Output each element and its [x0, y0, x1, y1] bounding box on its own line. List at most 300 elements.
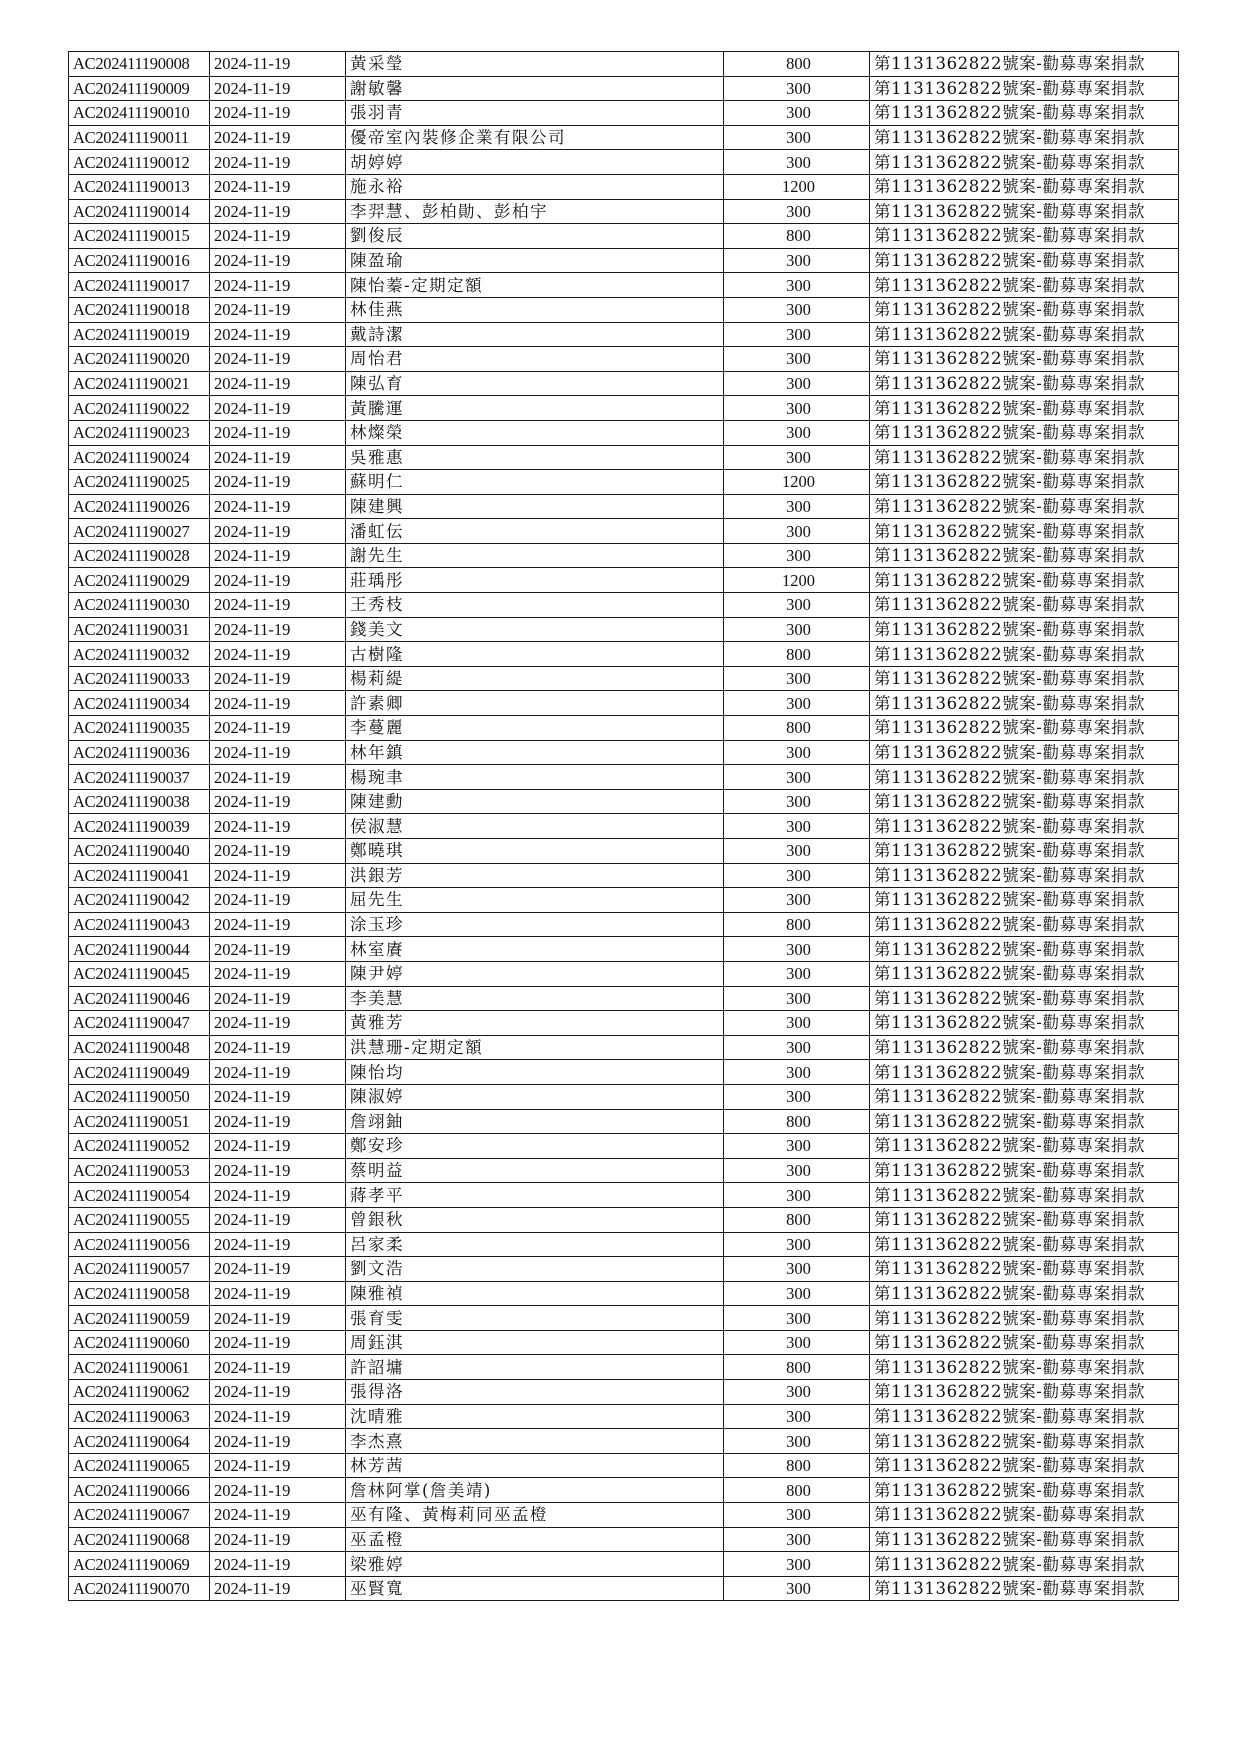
table-row — [69, 1183, 1179, 1208]
donor-name-cell: 林燦榮 — [346, 420, 724, 445]
amount-cell: 300 — [724, 445, 870, 470]
table-row — [69, 1011, 1179, 1036]
date-cell: 2024-11-19 — [210, 248, 346, 273]
donor-name-cell: 劉俊辰 — [346, 224, 724, 249]
date-cell: 2024-11-19 — [210, 174, 346, 199]
receipt-id-cell: AC202411190045 — [69, 961, 210, 986]
amount-cell: 300 — [724, 593, 870, 618]
note-cell: 第1131362822號案-勸募專案捐款 — [870, 568, 1179, 593]
amount-cell: 800 — [724, 1207, 870, 1232]
note-cell: 第1131362822號案-勸募專案捐款 — [870, 322, 1179, 347]
note-cell: 第1131362822號案-勸募專案捐款 — [870, 494, 1179, 519]
note-cell: 第1131362822號案-勸募專案捐款 — [870, 371, 1179, 396]
receipt-id-cell: AC202411190041 — [69, 863, 210, 888]
amount-cell: 300 — [724, 1158, 870, 1183]
table-row — [69, 273, 1179, 298]
note-cell: 第1131362822號案-勸募專案捐款 — [870, 1404, 1179, 1429]
note-cell: 第1131362822號案-勸募專案捐款 — [870, 1084, 1179, 1109]
donor-name-cell: 陳淑婷 — [346, 1084, 724, 1109]
amount-cell: 300 — [724, 691, 870, 716]
amount-cell: 300 — [724, 814, 870, 839]
receipt-id-cell: AC202411190018 — [69, 297, 210, 322]
table-row — [69, 1207, 1179, 1232]
table-row — [69, 396, 1179, 421]
date-cell: 2024-11-19 — [210, 1207, 346, 1232]
donor-name-cell: 林室賡 — [346, 937, 724, 962]
note-cell: 第1131362822號案-勸募專案捐款 — [870, 1158, 1179, 1183]
note-cell: 第1131362822號案-勸募專案捐款 — [870, 986, 1179, 1011]
note-cell: 第1131362822號案-勸募專案捐款 — [870, 937, 1179, 962]
note-cell: 第1131362822號案-勸募專案捐款 — [870, 666, 1179, 691]
note-cell: 第1131362822號案-勸募專案捐款 — [870, 617, 1179, 642]
amount-cell: 300 — [724, 1183, 870, 1208]
date-cell: 2024-11-19 — [210, 1453, 346, 1478]
receipt-id-cell: AC202411190061 — [69, 1355, 210, 1380]
receipt-id-cell: AC202411190012 — [69, 150, 210, 175]
table-row — [69, 297, 1179, 322]
note-cell: 第1131362822號案-勸募專案捐款 — [870, 347, 1179, 372]
donor-name-cell: 蔣孝平 — [346, 1183, 724, 1208]
table-row — [69, 1330, 1179, 1355]
receipt-id-cell: AC202411190027 — [69, 519, 210, 544]
table-row — [69, 986, 1179, 1011]
receipt-id-cell: AC202411190063 — [69, 1404, 210, 1429]
table-row — [69, 199, 1179, 224]
donor-name-cell: 曾銀秋 — [346, 1207, 724, 1232]
amount-cell: 300 — [724, 1380, 870, 1405]
amount-cell: 300 — [724, 1404, 870, 1429]
table-row — [69, 1306, 1179, 1331]
amount-cell: 300 — [724, 76, 870, 101]
amount-cell: 800 — [724, 1355, 870, 1380]
table-row — [69, 937, 1179, 962]
donor-name-cell: 蔡明益 — [346, 1158, 724, 1183]
amount-cell: 300 — [724, 494, 870, 519]
note-cell: 第1131362822號案-勸募專案捐款 — [870, 150, 1179, 175]
amount-cell: 300 — [724, 199, 870, 224]
note-cell: 第1131362822號案-勸募專案捐款 — [870, 888, 1179, 913]
receipt-id-cell: AC202411190037 — [69, 765, 210, 790]
donor-name-cell: 涂玉珍 — [346, 912, 724, 937]
note-cell: 第1131362822號案-勸募專案捐款 — [870, 125, 1179, 150]
table-row — [69, 1060, 1179, 1085]
date-cell: 2024-11-19 — [210, 420, 346, 445]
date-cell: 2024-11-19 — [210, 1257, 346, 1282]
receipt-id-cell: AC202411190043 — [69, 912, 210, 937]
donor-name-cell: 楊琬聿 — [346, 765, 724, 790]
date-cell: 2024-11-19 — [210, 765, 346, 790]
note-cell: 第1131362822號案-勸募專案捐款 — [870, 1281, 1179, 1306]
table-row — [69, 494, 1179, 519]
date-cell: 2024-11-19 — [210, 1183, 346, 1208]
receipt-id-cell: AC202411190008 — [69, 52, 210, 77]
date-cell: 2024-11-19 — [210, 1330, 346, 1355]
table-row — [69, 814, 1179, 839]
note-cell: 第1131362822號案-勸募專案捐款 — [870, 101, 1179, 126]
amount-cell: 300 — [724, 273, 870, 298]
amount-cell: 300 — [724, 420, 870, 445]
donor-name-cell: 張育雯 — [346, 1306, 724, 1331]
donor-name-cell: 古樹隆 — [346, 642, 724, 667]
amount-cell: 300 — [724, 322, 870, 347]
table-row — [69, 888, 1179, 913]
donor-name-cell: 林芳茜 — [346, 1453, 724, 1478]
note-cell: 第1131362822號案-勸募專案捐款 — [870, 1306, 1179, 1331]
donor-name-cell: 陳雅禎 — [346, 1281, 724, 1306]
date-cell: 2024-11-19 — [210, 519, 346, 544]
donor-name-cell: 張羽青 — [346, 101, 724, 126]
amount-cell: 300 — [724, 1306, 870, 1331]
donor-name-cell: 梁雅婷 — [346, 1552, 724, 1577]
date-cell: 2024-11-19 — [210, 863, 346, 888]
note-cell: 第1131362822號案-勸募專案捐款 — [870, 912, 1179, 937]
donor-name-cell: 鄭安珍 — [346, 1134, 724, 1159]
amount-cell: 300 — [724, 765, 870, 790]
donor-name-cell: 鄭曉琪 — [346, 839, 724, 864]
receipt-id-cell: AC202411190047 — [69, 1011, 210, 1036]
receipt-id-cell: AC202411190022 — [69, 396, 210, 421]
amount-cell: 300 — [724, 1576, 870, 1601]
receipt-id-cell: AC202411190060 — [69, 1330, 210, 1355]
receipt-id-cell: AC202411190030 — [69, 593, 210, 618]
table-row — [69, 765, 1179, 790]
table-row — [69, 445, 1179, 470]
receipt-id-cell: AC202411190070 — [69, 1576, 210, 1601]
donor-name-cell: 黃采瑩 — [346, 52, 724, 77]
note-cell: 第1131362822號案-勸募專案捐款 — [870, 297, 1179, 322]
donor-name-cell: 沈晴雅 — [346, 1404, 724, 1429]
note-cell: 第1131362822號案-勸募專案捐款 — [870, 765, 1179, 790]
donor-name-cell: 陳弘育 — [346, 371, 724, 396]
receipt-id-cell: AC202411190056 — [69, 1232, 210, 1257]
ledger-body — [69, 52, 1179, 1601]
amount-cell: 300 — [724, 863, 870, 888]
note-cell: 第1131362822號案-勸募專案捐款 — [870, 1183, 1179, 1208]
donor-name-cell: 李蔓麗 — [346, 716, 724, 741]
receipt-id-cell: AC202411190044 — [69, 937, 210, 962]
note-cell: 第1131362822號案-勸募專案捐款 — [870, 593, 1179, 618]
receipt-id-cell: AC202411190035 — [69, 716, 210, 741]
amount-cell: 1200 — [724, 470, 870, 495]
donor-name-cell: 黃雅芳 — [346, 1011, 724, 1036]
amount-cell: 800 — [724, 1478, 870, 1503]
note-cell: 第1131362822號案-勸募專案捐款 — [870, 1503, 1179, 1528]
note-cell: 第1131362822號案-勸募專案捐款 — [870, 814, 1179, 839]
amount-cell: 300 — [724, 1503, 870, 1528]
note-cell: 第1131362822號案-勸募專案捐款 — [870, 863, 1179, 888]
amount-cell: 300 — [724, 1060, 870, 1085]
receipt-id-cell: AC202411190014 — [69, 199, 210, 224]
note-cell: 第1131362822號案-勸募專案捐款 — [870, 224, 1179, 249]
table-row — [69, 101, 1179, 126]
donor-name-cell: 陳盈瑜 — [346, 248, 724, 273]
note-cell: 第1131362822號案-勸募專案捐款 — [870, 1232, 1179, 1257]
table-row — [69, 371, 1179, 396]
date-cell: 2024-11-19 — [210, 297, 346, 322]
amount-cell: 300 — [724, 961, 870, 986]
receipt-id-cell: AC202411190046 — [69, 986, 210, 1011]
amount-cell: 300 — [724, 1527, 870, 1552]
date-cell: 2024-11-19 — [210, 347, 346, 372]
table-row — [69, 568, 1179, 593]
date-cell: 2024-11-19 — [210, 494, 346, 519]
amount-cell: 300 — [724, 297, 870, 322]
date-cell: 2024-11-19 — [210, 199, 346, 224]
date-cell: 2024-11-19 — [210, 52, 346, 77]
donor-name-cell: 李杰熹 — [346, 1429, 724, 1454]
amount-cell: 300 — [724, 543, 870, 568]
donor-name-cell: 李美慧 — [346, 986, 724, 1011]
table-row — [69, 1257, 1179, 1282]
date-cell: 2024-11-19 — [210, 789, 346, 814]
date-cell: 2024-11-19 — [210, 740, 346, 765]
note-cell: 第1131362822號案-勸募專案捐款 — [870, 445, 1179, 470]
donor-name-cell: 洪慧珊-定期定額 — [346, 1035, 724, 1060]
amount-cell: 300 — [724, 617, 870, 642]
table-row — [69, 52, 1179, 77]
note-cell: 第1131362822號案-勸募專案捐款 — [870, 691, 1179, 716]
date-cell: 2024-11-19 — [210, 666, 346, 691]
note-cell: 第1131362822號案-勸募專案捐款 — [870, 789, 1179, 814]
date-cell: 2024-11-19 — [210, 937, 346, 962]
table-row — [69, 961, 1179, 986]
date-cell: 2024-11-19 — [210, 1576, 346, 1601]
note-cell: 第1131362822號案-勸募專案捐款 — [870, 1576, 1179, 1601]
amount-cell: 300 — [724, 1084, 870, 1109]
receipt-id-cell: AC202411190023 — [69, 420, 210, 445]
date-cell: 2024-11-19 — [210, 691, 346, 716]
table-row — [69, 150, 1179, 175]
note-cell: 第1131362822號案-勸募專案捐款 — [870, 1527, 1179, 1552]
note-cell: 第1131362822號案-勸募專案捐款 — [870, 716, 1179, 741]
note-cell: 第1131362822號案-勸募專案捐款 — [870, 1453, 1179, 1478]
date-cell: 2024-11-19 — [210, 1355, 346, 1380]
donor-name-cell: 周鈺淇 — [346, 1330, 724, 1355]
table-row — [69, 1380, 1179, 1405]
amount-cell: 1200 — [724, 174, 870, 199]
amount-cell: 800 — [724, 52, 870, 77]
note-cell: 第1131362822號案-勸募專案捐款 — [870, 76, 1179, 101]
amount-cell: 300 — [724, 347, 870, 372]
table-row — [69, 76, 1179, 101]
table-row — [69, 1109, 1179, 1134]
receipt-id-cell: AC202411190064 — [69, 1429, 210, 1454]
donor-name-cell: 屈先生 — [346, 888, 724, 913]
receipt-id-cell: AC202411190053 — [69, 1158, 210, 1183]
receipt-id-cell: AC202411190054 — [69, 1183, 210, 1208]
donor-name-cell: 巫孟橙 — [346, 1527, 724, 1552]
donor-name-cell: 許素卿 — [346, 691, 724, 716]
donor-name-cell: 巫有隆、黃梅莉同巫孟橙 — [346, 1503, 724, 1528]
receipt-id-cell: AC202411190028 — [69, 543, 210, 568]
date-cell: 2024-11-19 — [210, 1527, 346, 1552]
table-row — [69, 716, 1179, 741]
donor-name-cell: 潘虹伝 — [346, 519, 724, 544]
note-cell: 第1131362822號案-勸募專案捐款 — [870, 1257, 1179, 1282]
table-row — [69, 912, 1179, 937]
amount-cell: 300 — [724, 1011, 870, 1036]
receipt-id-cell: AC202411190052 — [69, 1134, 210, 1159]
amount-cell: 300 — [724, 839, 870, 864]
receipt-id-cell: AC202411190021 — [69, 371, 210, 396]
note-cell: 第1131362822號案-勸募專案捐款 — [870, 52, 1179, 77]
amount-cell: 300 — [724, 1429, 870, 1454]
date-cell: 2024-11-19 — [210, 396, 346, 421]
date-cell: 2024-11-19 — [210, 716, 346, 741]
receipt-id-cell: AC202411190009 — [69, 76, 210, 101]
note-cell: 第1131362822號案-勸募專案捐款 — [870, 420, 1179, 445]
table-row — [69, 519, 1179, 544]
receipt-id-cell: AC202411190025 — [69, 470, 210, 495]
donor-name-cell: 莊瑀彤 — [346, 568, 724, 593]
date-cell: 2024-11-19 — [210, 1060, 346, 1085]
donor-name-cell: 陳建興 — [346, 494, 724, 519]
donor-name-cell: 楊莉緹 — [346, 666, 724, 691]
donor-name-cell: 李羿慧、彭柏勛、彭柏宇 — [346, 199, 724, 224]
donor-name-cell: 侯淑慧 — [346, 814, 724, 839]
date-cell: 2024-11-19 — [210, 76, 346, 101]
donor-name-cell: 陳怡蓁-定期定額 — [346, 273, 724, 298]
donor-name-cell: 謝敏馨 — [346, 76, 724, 101]
receipt-id-cell: AC202411190040 — [69, 839, 210, 864]
table-row — [69, 1404, 1179, 1429]
date-cell: 2024-11-19 — [210, 961, 346, 986]
table-row — [69, 420, 1179, 445]
receipt-id-cell: AC202411190010 — [69, 101, 210, 126]
date-cell: 2024-11-19 — [210, 273, 346, 298]
donor-name-cell: 詹林阿掌(詹美靖) — [346, 1478, 724, 1503]
note-cell: 第1131362822號案-勸募專案捐款 — [870, 1035, 1179, 1060]
receipt-id-cell: AC202411190068 — [69, 1527, 210, 1552]
amount-cell: 800 — [724, 912, 870, 937]
note-cell: 第1131362822號案-勸募專案捐款 — [870, 199, 1179, 224]
amount-cell: 800 — [724, 1453, 870, 1478]
receipt-id-cell: AC202411190013 — [69, 174, 210, 199]
amount-cell: 800 — [724, 716, 870, 741]
date-cell: 2024-11-19 — [210, 543, 346, 568]
note-cell: 第1131362822號案-勸募專案捐款 — [870, 174, 1179, 199]
receipt-id-cell: AC202411190016 — [69, 248, 210, 273]
receipt-id-cell: AC202411190050 — [69, 1084, 210, 1109]
date-cell: 2024-11-19 — [210, 642, 346, 667]
receipt-id-cell: AC202411190024 — [69, 445, 210, 470]
donor-name-cell: 劉文浩 — [346, 1257, 724, 1282]
donor-name-cell: 黃騰運 — [346, 396, 724, 421]
table-row — [69, 543, 1179, 568]
date-cell: 2024-11-19 — [210, 617, 346, 642]
date-cell: 2024-11-19 — [210, 888, 346, 913]
date-cell: 2024-11-19 — [210, 1306, 346, 1331]
receipt-id-cell: AC202411190058 — [69, 1281, 210, 1306]
table-row — [69, 1084, 1179, 1109]
table-row — [69, 839, 1179, 864]
amount-cell: 300 — [724, 937, 870, 962]
donor-name-cell: 吳雅惠 — [346, 445, 724, 470]
amount-cell: 800 — [724, 224, 870, 249]
donor-name-cell: 張得洛 — [346, 1380, 724, 1405]
date-cell: 2024-11-19 — [210, 1084, 346, 1109]
table-row — [69, 691, 1179, 716]
receipt-id-cell: AC202411190051 — [69, 1109, 210, 1134]
receipt-id-cell: AC202411190049 — [69, 1060, 210, 1085]
table-row — [69, 740, 1179, 765]
note-cell: 第1131362822號案-勸募專案捐款 — [870, 642, 1179, 667]
amount-cell: 300 — [724, 740, 870, 765]
amount-cell: 800 — [724, 1109, 870, 1134]
table-row — [69, 642, 1179, 667]
receipt-id-cell: AC202411190017 — [69, 273, 210, 298]
note-cell: 第1131362822號案-勸募專案捐款 — [870, 740, 1179, 765]
donor-name-cell: 施永裕 — [346, 174, 724, 199]
donor-name-cell: 謝先生 — [346, 543, 724, 568]
date-cell: 2024-11-19 — [210, 1158, 346, 1183]
amount-cell: 300 — [724, 1257, 870, 1282]
date-cell: 2024-11-19 — [210, 445, 346, 470]
amount-cell: 300 — [724, 125, 870, 150]
note-cell: 第1131362822號案-勸募專案捐款 — [870, 961, 1179, 986]
amount-cell: 300 — [724, 888, 870, 913]
donor-name-cell: 周怡君 — [346, 347, 724, 372]
date-cell: 2024-11-19 — [210, 814, 346, 839]
table-row — [69, 1453, 1179, 1478]
donor-name-cell: 優帝室內裝修企業有限公司 — [346, 125, 724, 150]
receipt-id-cell: AC202411190042 — [69, 888, 210, 913]
donor-name-cell: 詹翊鈾 — [346, 1109, 724, 1134]
note-cell: 第1131362822號案-勸募專案捐款 — [870, 1478, 1179, 1503]
amount-cell: 300 — [724, 396, 870, 421]
amount-cell: 300 — [724, 789, 870, 814]
receipt-id-cell: AC202411190067 — [69, 1503, 210, 1528]
date-cell: 2024-11-19 — [210, 568, 346, 593]
amount-cell: 300 — [724, 1232, 870, 1257]
amount-cell: 300 — [724, 371, 870, 396]
table-row — [69, 1503, 1179, 1528]
receipt-id-cell: AC202411190019 — [69, 322, 210, 347]
donor-name-cell: 錢美文 — [346, 617, 724, 642]
note-cell: 第1131362822號案-勸募專案捐款 — [870, 519, 1179, 544]
table-row — [69, 1355, 1179, 1380]
receipt-id-cell: AC202411190036 — [69, 740, 210, 765]
receipt-id-cell: AC202411190031 — [69, 617, 210, 642]
note-cell: 第1131362822號案-勸募專案捐款 — [870, 1207, 1179, 1232]
receipt-id-cell: AC202411190032 — [69, 642, 210, 667]
note-cell: 第1131362822號案-勸募專案捐款 — [870, 1060, 1179, 1085]
table-row — [69, 1478, 1179, 1503]
receipt-id-cell: AC202411190065 — [69, 1453, 210, 1478]
table-row — [69, 1134, 1179, 1159]
receipt-id-cell: AC202411190015 — [69, 224, 210, 249]
table-row — [69, 1281, 1179, 1306]
table-row — [69, 1429, 1179, 1454]
table-row — [69, 125, 1179, 150]
donor-name-cell: 呂家柔 — [346, 1232, 724, 1257]
donor-name-cell: 陳建勳 — [346, 789, 724, 814]
note-cell: 第1131362822號案-勸募專案捐款 — [870, 1380, 1179, 1405]
donor-name-cell: 王秀枝 — [346, 593, 724, 618]
amount-cell: 300 — [724, 1134, 870, 1159]
receipt-id-cell: AC202411190066 — [69, 1478, 210, 1503]
date-cell: 2024-11-19 — [210, 1035, 346, 1060]
date-cell: 2024-11-19 — [210, 1232, 346, 1257]
amount-cell: 300 — [724, 1330, 870, 1355]
table-row — [69, 1158, 1179, 1183]
receipt-id-cell: AC202411190055 — [69, 1207, 210, 1232]
date-cell: 2024-11-19 — [210, 101, 346, 126]
table-row — [69, 1035, 1179, 1060]
date-cell: 2024-11-19 — [210, 839, 346, 864]
table-row — [69, 470, 1179, 495]
date-cell: 2024-11-19 — [210, 1134, 346, 1159]
